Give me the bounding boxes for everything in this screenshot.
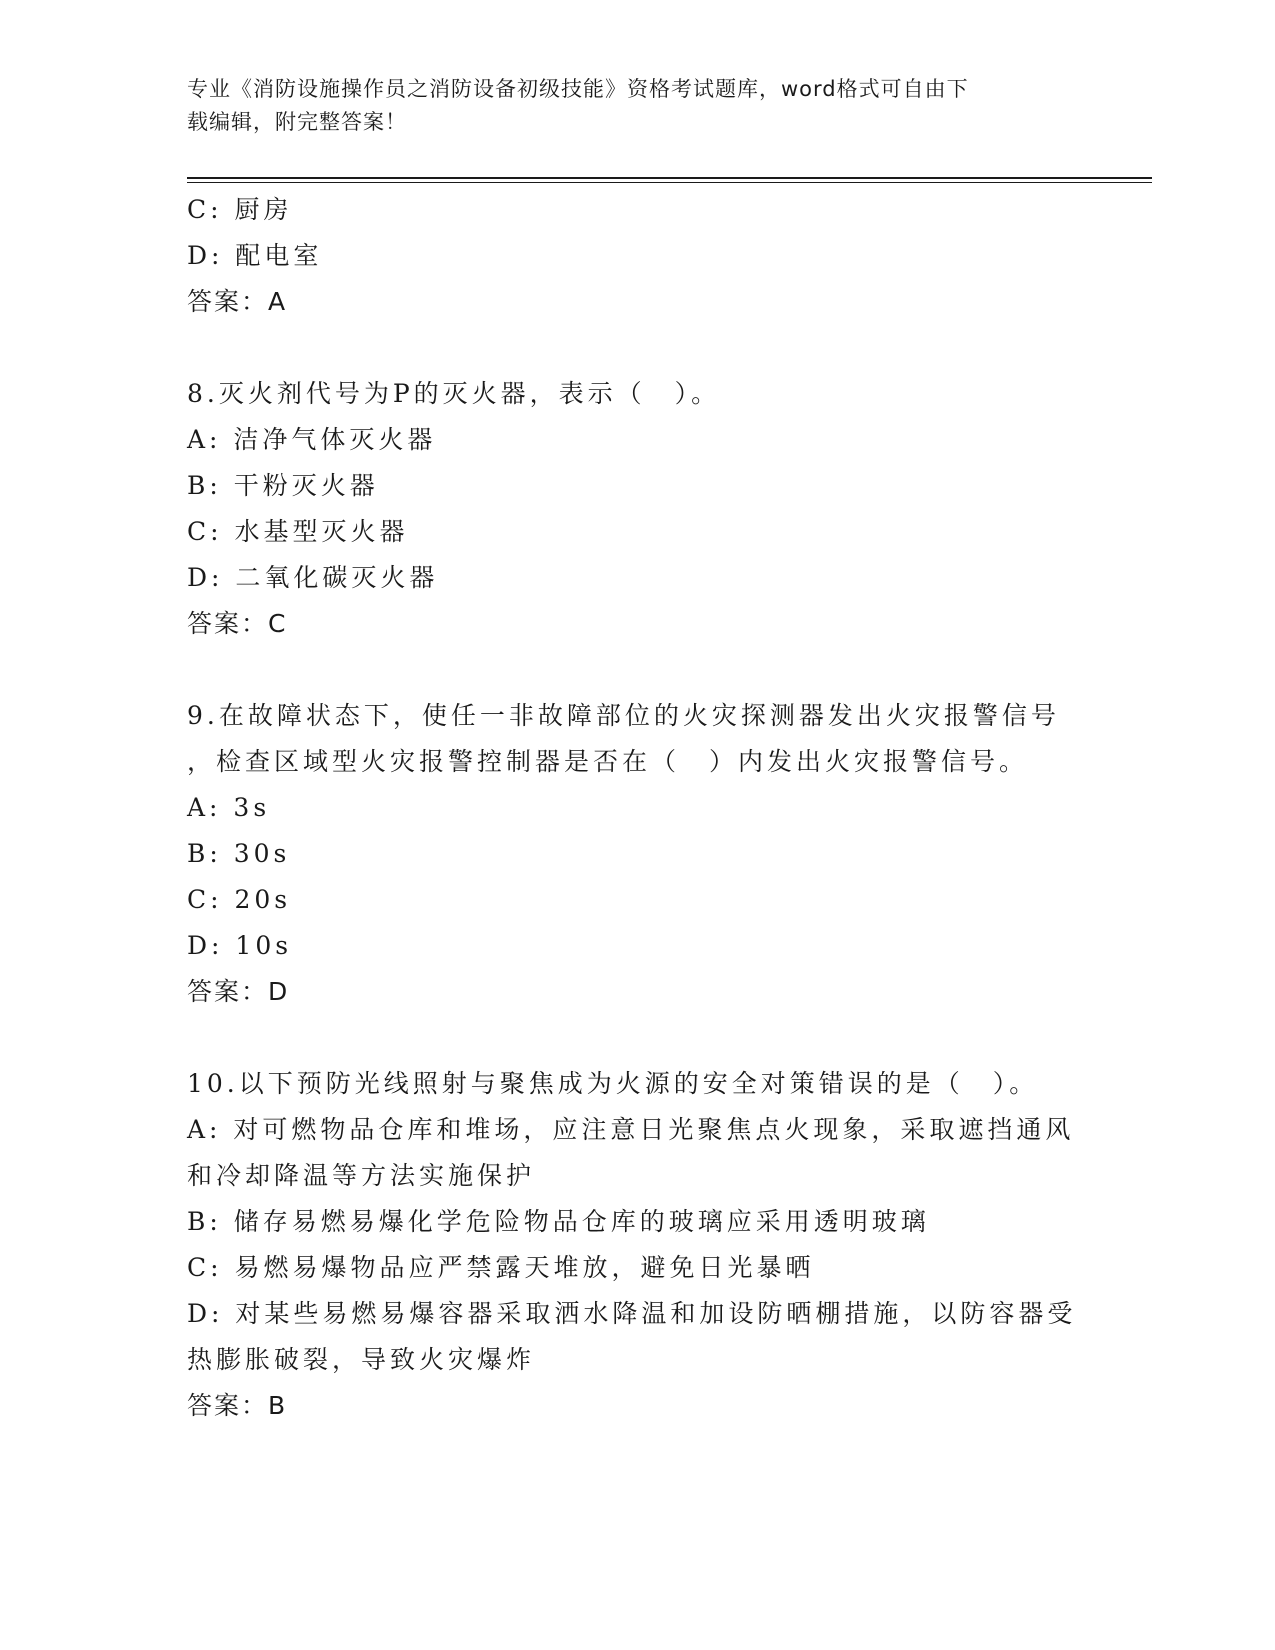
option-a-cont: 和冷却降温等方法实施保护 xyxy=(187,1161,536,1190)
question-7-tail xyxy=(187,187,1087,325)
answer: 答案：A xyxy=(187,287,288,316)
option-a: A: 对可燃物品仓库和堆场，应注意日光聚焦点火现象，采取遮挡通风 xyxy=(187,1115,1075,1144)
option-b: B: 储存易燃易爆化学危险物品仓库的玻璃应采用透明玻璃 xyxy=(187,1207,930,1236)
header-line: 专业《消防设施操作员之消防设备初级技能》资格考试题库，word格式可自由下 xyxy=(187,77,969,101)
header-line: 载编辑，附完整答案！ xyxy=(187,110,407,134)
question-10 xyxy=(187,1061,1087,1429)
spacer xyxy=(187,647,1087,693)
question-list xyxy=(187,187,1087,1429)
option-a: A: 3s xyxy=(187,793,271,822)
option-c: C: 水基型灭火器 xyxy=(187,517,409,546)
answer: 答案：B xyxy=(187,1391,288,1420)
page-header xyxy=(187,73,1067,139)
option-d: D: 10s xyxy=(187,931,293,960)
option-d: D: 对某些易燃易爆容器采取洒水降温和加设防晒棚措施，以防容器受 xyxy=(187,1299,1077,1328)
question-stem: 10.以下预防光线照射与聚焦成为火源的安全对策错误的是（ ）。 xyxy=(187,1069,1039,1098)
question-9 xyxy=(187,693,1087,1015)
header-divider xyxy=(187,177,1152,179)
spacer xyxy=(187,325,1087,371)
spacer xyxy=(187,1015,1087,1061)
answer: 答案：C xyxy=(187,609,288,638)
question-8 xyxy=(187,371,1087,647)
option-b: B: 30s xyxy=(187,839,291,868)
question-stem: 8.灭火剂代号为P的灭火器，表示（ ）。 xyxy=(187,379,721,408)
option-d-cont: 热膨胀破裂，导致火灾爆炸 xyxy=(187,1345,536,1374)
question-stem: 9.在故障状态下，使任一非故障部位的火灾探测器发出火灾报警信号 xyxy=(187,701,1060,730)
option-c: C: 20s xyxy=(187,885,292,914)
option-b: B: 干粉灭火器 xyxy=(187,471,379,500)
header-divider-thin xyxy=(187,182,1152,183)
question-stem-cont: ，检查区域型火灾报警控制器是否在（ ）内发出火灾报警信号。 xyxy=(187,747,1029,776)
option-d: D: 配电室 xyxy=(187,241,323,270)
answer: 答案：D xyxy=(187,977,290,1006)
option-a: A: 洁净气体灭火器 xyxy=(187,425,437,454)
option-c: C: 易燃易爆物品应严禁露天堆放，避免日光暴晒 xyxy=(187,1253,815,1282)
option-d: D: 二氧化碳灭火器 xyxy=(187,563,439,592)
option-c: C: 厨房 xyxy=(187,195,293,224)
